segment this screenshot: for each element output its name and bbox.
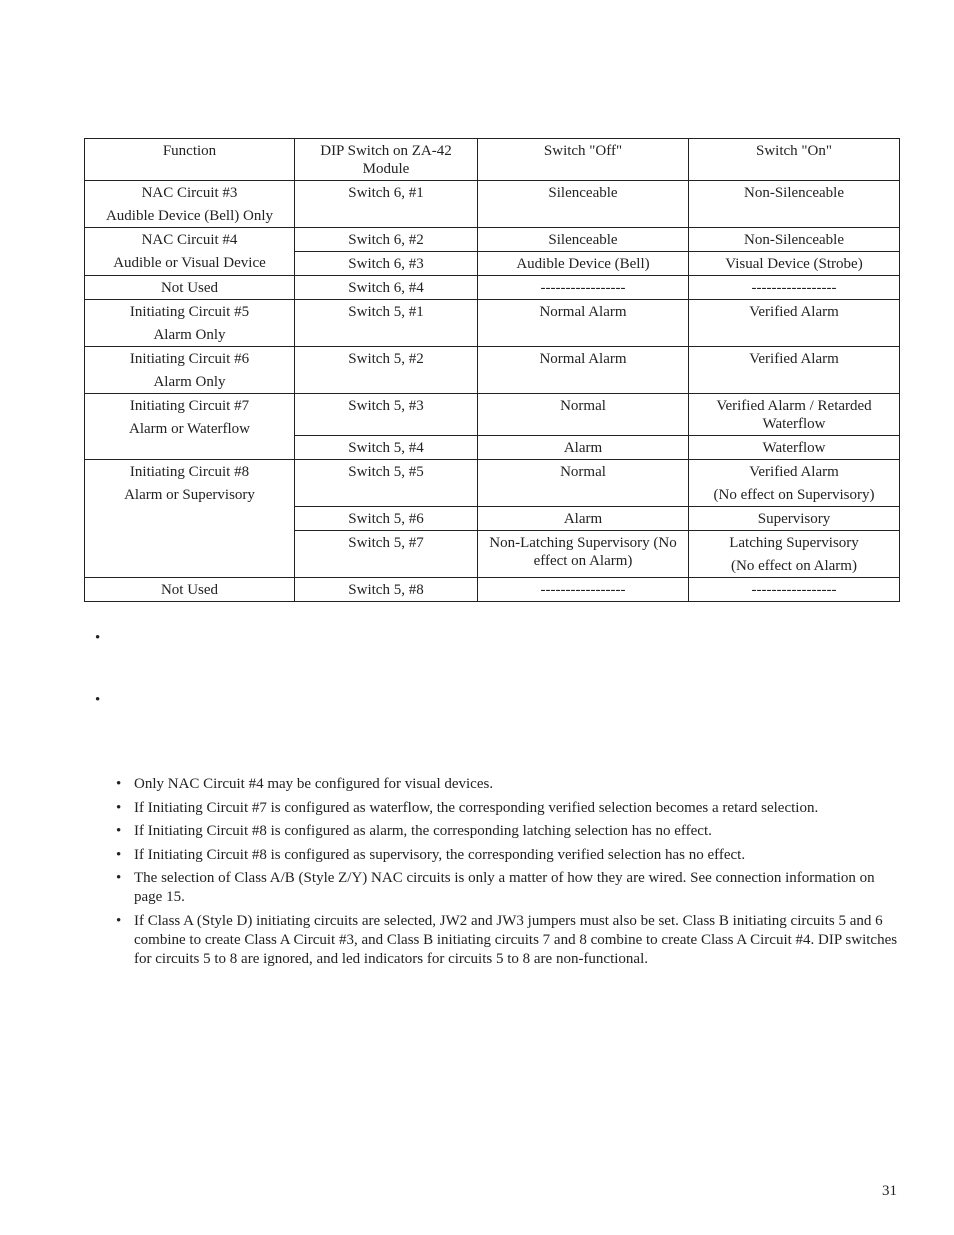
switch-cell: Switch 5, #5 (295, 460, 478, 507)
off-cell: Non-Latching Supervisory (No effect on Alarm) (478, 531, 689, 578)
off-cell: Alarm (478, 436, 689, 460)
switch-cell: Switch 5, #1 (295, 300, 478, 347)
bullet-icon: • (116, 870, 122, 886)
table-row (85, 276, 900, 300)
notes-list (113, 775, 903, 973)
off-cell: ----------------- (478, 276, 689, 300)
header-function: Function (85, 139, 295, 181)
switch-cell: Switch 6, #1 (295, 181, 478, 228)
empty-bullet: • (95, 630, 101, 646)
table-row (85, 181, 900, 228)
function-cell: NAC Circuit #4 Audible or Visual Device (85, 228, 295, 276)
bullet-icon: • (116, 846, 122, 863)
off-cell: Normal Alarm (478, 300, 689, 347)
switch-cell: Switch 6, #2 (295, 228, 478, 252)
table-row (85, 394, 900, 436)
list-item: • If Initiating Circuit #8 is configured as supervisory, the corresponding verified selection has no effect. (116, 846, 746, 863)
function-cell: Not Used (85, 276, 295, 300)
bullet-icon: • (116, 823, 122, 839)
list-item: • If Initiating Circuit #7 is configured as waterflow, the corresponding verified selection becomes a retard selection. (116, 799, 819, 816)
function-cell: Initiating Circuit #6 Alarm Only (85, 347, 295, 394)
off-cell: Alarm (478, 507, 689, 531)
off-cell: Silenceable (478, 181, 689, 228)
switch-cell: Switch 5, #2 (295, 347, 478, 394)
switch-cell: Switch 6, #4 (295, 276, 478, 300)
empty-bullet: • (95, 692, 101, 708)
on-cell: Non-Silenceable (689, 181, 900, 228)
function-cell: Initiating Circuit #5 Alarm Only (85, 300, 295, 347)
off-cell: Normal Alarm (478, 347, 689, 394)
on-cell: Verified Alarm (689, 300, 900, 347)
switch-cell: Switch 5, #6 (295, 507, 478, 531)
table-row (85, 300, 900, 347)
list-item: • If Class A (Style D) initiating circuits are selected, JW2 and JW3 jumpers must also be set. Class B initiating circuits 5 and 6 combine to create Class A Circuit #3, and Class B initiating circuits 7 and 8 combine to create Class A Circuit #4. DIP switches for circuits 5 to 8 are ignored, and led indicators for circuits 5 to 8 are non-functional. (116, 912, 898, 967)
list-item: • If Initiating Circuit #8 is configured as alarm, the corresponding latching selection has no effect. (116, 823, 712, 839)
header-dip-switch: DIP Switch on ZA-42 Module (295, 139, 478, 181)
switch-cell: Switch 6, #3 (295, 252, 478, 276)
on-cell: Verified Alarm / Retarded Waterflow (689, 394, 900, 436)
on-cell: ----------------- (689, 578, 900, 602)
on-cell: Verified Alarm (689, 347, 900, 394)
off-cell: Audible Device (Bell) (478, 252, 689, 276)
table-row (85, 228, 900, 252)
function-cell: Initiating Circuit #7 Alarm or Waterflow (85, 394, 295, 460)
switch-cell: Switch 5, #7 (295, 531, 478, 578)
off-cell: Normal (478, 460, 689, 507)
switch-cell: Switch 5, #4 (295, 436, 478, 460)
off-cell: ----------------- (478, 578, 689, 602)
table-row (85, 578, 900, 602)
page-number: 31 (882, 1183, 897, 1199)
list-item: • The selection of Class A/B (Style Z/Y) NAC circuits is only a matter of how they are wired. See connection information on page 15. (116, 870, 875, 905)
switch-cell: Switch 5, #3 (295, 394, 478, 436)
table-row (85, 460, 900, 507)
off-cell: Silenceable (478, 228, 689, 252)
switch-cell: Switch 5, #8 (295, 578, 478, 602)
header-switch-on: Switch "On" (689, 139, 900, 181)
bullet-icon: • (116, 776, 122, 792)
header-switch-off: Switch "Off" (478, 139, 689, 181)
table-row (85, 347, 900, 394)
list-item: • Only NAC Circuit #4 may be configured for visual devices. (116, 776, 494, 792)
on-cell: Latching Supervisory (No effect on Alarm) (689, 531, 900, 578)
on-cell: Supervisory (689, 507, 900, 531)
bullet-icon: • (116, 912, 122, 929)
off-cell: Normal (478, 394, 689, 436)
function-cell: Initiating Circuit #8 Alarm or Supervisory (85, 460, 295, 578)
on-cell: Non-Silenceable (689, 228, 900, 252)
on-cell: ----------------- (689, 276, 900, 300)
table-header-row (85, 139, 900, 181)
bullet-icon: • (116, 799, 122, 816)
on-cell: Waterflow (689, 436, 900, 460)
on-cell: Visual Device (Strobe) (689, 252, 900, 276)
on-cell: Verified Alarm (No effect on Supervisory) (689, 460, 900, 507)
function-cell: Not Used (85, 578, 295, 602)
function-cell: NAC Circuit #3 Audible Device (Bell) Only (85, 181, 295, 228)
dip-switch-table (84, 138, 900, 602)
